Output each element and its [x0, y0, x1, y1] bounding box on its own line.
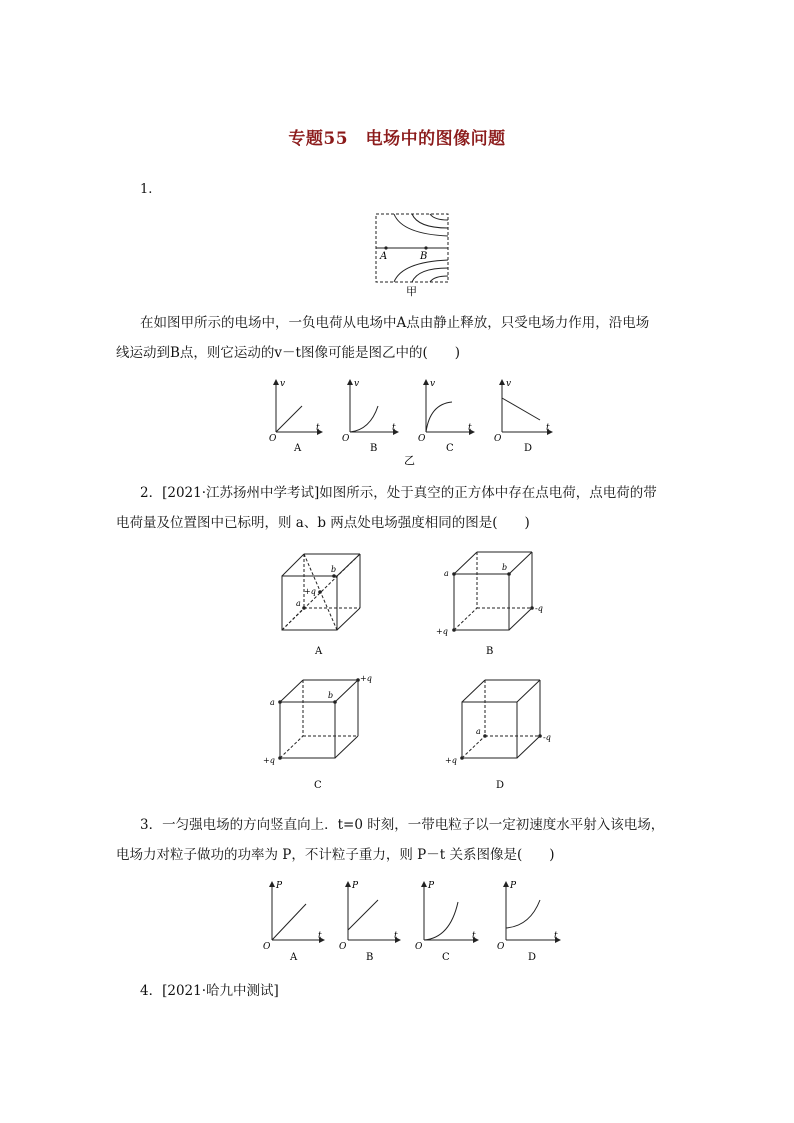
vt-graph-B — [342, 379, 398, 454]
cube-D-caption: D — [496, 780, 505, 791]
svg-text:b: b — [502, 563, 508, 572]
pt-option-D-label: D — [528, 952, 537, 963]
vt-graph-D — [494, 379, 552, 454]
question-3-text-line-2: 电场力对粒子做功的功率为 P，不计粒子重力，则 P－t 关系图像是( ) — [116, 847, 555, 863]
svg-text:-q: -q — [535, 604, 543, 613]
svg-text:t: t — [472, 931, 476, 941]
pt-option-B-label: B — [366, 952, 374, 963]
svg-text:+q: +q — [436, 627, 448, 636]
svg-text:-q: -q — [543, 733, 551, 742]
question-2-text-line-1: 2．[2021·江苏扬州中学考试]如图所示，处于真空的正方体中存在点电荷，点电荷的带 — [140, 485, 657, 501]
question-2-text-line-2: 电荷量及位置图中已标明，则 a、b 两点处电场强度相同的图是( ) — [116, 515, 530, 531]
svg-text:v: v — [280, 379, 286, 389]
svg-text:+q: +q — [263, 756, 275, 765]
svg-text:O: O — [269, 434, 277, 444]
svg-text:t: t — [394, 931, 398, 941]
svg-text:a: a — [444, 569, 449, 578]
question-1-text-line-1: 在如图甲所示的电场中，一负电荷从电场中A点由静止释放，只受电场力作用，沿电场 — [140, 315, 650, 331]
svg-text:+q: +q — [304, 587, 316, 596]
figure-jia-caption: 甲 — [406, 285, 417, 298]
pt-graph-C — [415, 881, 478, 963]
svg-text:P: P — [510, 881, 517, 891]
vt-option-B-label: B — [370, 443, 378, 454]
figure-yi-vt-graphs — [262, 376, 562, 466]
svg-text:b: b — [328, 691, 334, 700]
cube-figure-B — [432, 548, 552, 660]
figure-jia-field — [372, 212, 452, 298]
pt-graphs — [258, 878, 568, 964]
pt-option-A-label: A — [290, 952, 298, 963]
question-3-text-line-1: 3．一匀强电场的方向竖直向上．t=0 时刻，一带电粒子以一定初速度水平射入该电场， — [140, 817, 665, 833]
svg-text:O: O — [263, 942, 271, 952]
svg-text:v: v — [430, 379, 436, 389]
vt-graph-A — [269, 379, 322, 454]
question-4-text-line-1: 4．[2021·哈九中测试] — [140, 983, 279, 999]
svg-text:t: t — [318, 931, 322, 941]
cube-figure-D — [444, 672, 564, 792]
vt-option-D-label: D — [524, 443, 533, 454]
svg-text:t: t — [316, 423, 320, 433]
svg-text:O: O — [415, 942, 423, 952]
svg-text:b: b — [331, 565, 337, 574]
pt-graph-D — [497, 881, 560, 963]
svg-text:O: O — [342, 434, 350, 444]
vt-option-A-label: A — [294, 443, 302, 454]
svg-text:t: t — [392, 423, 396, 433]
vt-option-C-label: C — [446, 443, 454, 454]
vt-graph-C — [418, 379, 474, 454]
cube-figure-C — [262, 672, 382, 792]
cube-A-caption: A — [315, 646, 323, 657]
svg-text:+q: +q — [360, 674, 372, 683]
svg-text:O: O — [418, 434, 426, 444]
svg-text:v: v — [354, 379, 360, 389]
svg-text:P: P — [428, 881, 435, 891]
cube-figure-A — [274, 548, 374, 660]
point-A-label: A — [380, 251, 388, 262]
pt-graph-A — [263, 881, 324, 963]
svg-text:O: O — [339, 942, 347, 952]
svg-text:+q: +q — [445, 756, 457, 765]
question-1-text-line-2: 线运动到B点，则它运动的v－t图像可能是图乙中的( ) — [116, 345, 461, 361]
svg-text:t: t — [546, 423, 550, 433]
pt-graph-B — [339, 881, 400, 963]
svg-text:P: P — [352, 881, 359, 891]
svg-text:P: P — [276, 881, 283, 891]
svg-text:t: t — [554, 931, 558, 941]
svg-text:v: v — [506, 379, 512, 389]
svg-text:t: t — [468, 423, 472, 433]
figure-yi-caption: 乙 — [404, 454, 415, 466]
svg-text:O: O — [494, 434, 502, 444]
svg-text:a: a — [476, 727, 481, 736]
page-title: 专题55 电场中的图像问题 — [288, 129, 506, 149]
svg-text:O: O — [497, 942, 505, 952]
svg-text:a: a — [296, 599, 301, 608]
svg-text:a: a — [270, 698, 275, 707]
cube-C-caption: C — [314, 780, 322, 791]
question-1-number: 1. — [140, 182, 153, 197]
pt-option-C-label: C — [442, 952, 450, 963]
cube-B-caption: B — [486, 646, 494, 657]
point-B-label: B — [420, 251, 428, 262]
